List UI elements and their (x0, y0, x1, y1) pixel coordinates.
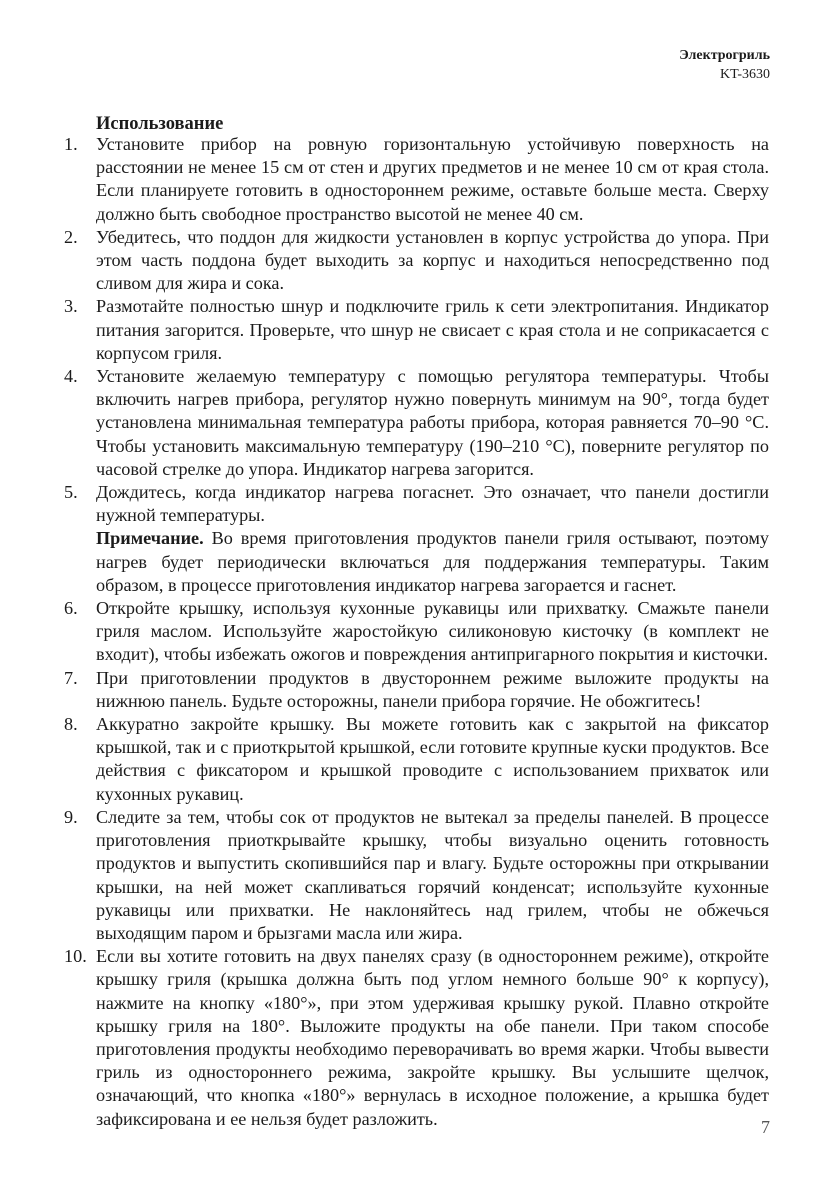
step-text: Откройте крышку, используя кухонные рукавицы или прихватку. Смажьте панели гриля маслом. Используйте жаростойкую силиконовую кисточку (в комплект не входит), чтобы избежать ожогов и повреждения антипригарного покрытия и кисточки. (96, 598, 769, 665)
step-number: 3. (64, 296, 78, 317)
step-text: Размотайте полностью шнур и подключите гриль к сети электропитания. Индикатор питания загорится. Проверьте, что шнур не свисает с края стола и не соприкасается с корпусом гриля. (96, 296, 769, 363)
step-number: 9. (64, 806, 78, 827)
step-item (64, 597, 769, 667)
page-number: 7 (761, 1117, 770, 1137)
step-text: При приготовлении продуктов в двустороннем режиме выложите продукты на нижнюю панель. Будьте осторожны, панели прибора горячие. Не обожгитесь! (96, 667, 769, 711)
step-number: 4. (64, 366, 78, 387)
step-text: Следите за тем, чтобы сок от продуктов не вытекал за пределы панелей. В процессе приготовления приоткрывайте крышку, чтобы визуально оценить готовность продуктов и выпустить скопившийся пар и влагу. Будьте осторожны при открывании крышки, на ней может скапливаться горячий конденсат; используйте кухонные рукавицы или прихватки. Не наклоняйтесь над грилем, чтобы не обжечься выходящим паром и брызгами масла или жира. (96, 806, 769, 943)
note-paragraph (96, 527, 769, 597)
section-title: Использование (96, 114, 224, 134)
step-number: 8. (64, 714, 78, 735)
step-number: 2. (64, 226, 78, 247)
step-item (64, 667, 769, 713)
step-text: Установите желаемую температуру с помощью регулятора температуры. Чтобы включить нагрев прибора, регулятор нужно повернуть минимум на 90°, тогда будет установлена минимальная температура работы прибора, которая равняется 70–90 °С. Чтобы установить максимальную температуру (190–210 °С), поверните регулятор по часовой стрелке до упора. Индикатор нагрева загорится. (96, 366, 769, 479)
step-item (64, 806, 769, 945)
step-item (64, 713, 769, 806)
step-item (64, 226, 769, 296)
header-product-name: Электрогриль (679, 48, 770, 63)
running-header (679, 46, 770, 84)
step-text: Если вы хотите готовить на двух панелях сразу (в одностороннем режиме), откройте крышку гриля (крышка должна быть под углом немного больше 90° к корпусу), нажмите на кнопку «180°», при этом удерживая крышку рукой. Плавно откройте крышку гриля на 180°. Выложите продукты на обе панели. При таком способе приготовления продукты необходимо переворачивать во время жарки. Чтобы вывести гриль из одностороннего режима, закройте крышку. Вы услышите щелчок, означающий, что кнопка «180°» вернулась в исходное положение, а крышка будет зафиксирована и ее нельзя будет разложить. (96, 946, 769, 1129)
step-text: Установите прибор на ровную горизонтальную устойчивую поверхность на расстоянии не менее 15 см от стен и других предметов и не менее 10 см от края стола. Если планируете готовить в одностороннем режиме, оставьте больше места. Сверху должно быть свободное пространство высотой не менее 40 см. (96, 134, 769, 224)
step-number: 7. (64, 667, 78, 688)
step-number: 1. (64, 134, 78, 154)
step-number: 10. (64, 946, 87, 967)
step-number: 6. (64, 598, 78, 619)
step-text: Дождитесь, когда индикатор нагрева погаснет. Это означает, что панели достигли нужной температуры. (96, 482, 769, 526)
header-model-number: KT-3630 (719, 67, 770, 82)
step-text: Убедитесь, что поддон для жидкости установлен в корпус устройства до упора. При этом часть поддона будет выходить за корпус и находиться непосредственно под сливом для жира и сока. (96, 226, 769, 294)
note-label: Примечание. (96, 528, 204, 549)
step-item (64, 133, 769, 226)
step-item (64, 945, 769, 1131)
step-item (64, 481, 769, 597)
note-text: Во время приготовления продуктов панели гриля остывают, поэтому нагрев будет периодически включаться для поддержания температуры. Таким образом, в процессе приготовления индикатор нагрева загорается и гаснет. (96, 528, 769, 595)
usage-steps-list (64, 133, 769, 1131)
step-item (64, 365, 769, 481)
step-number: 5. (64, 482, 78, 503)
step-item (64, 295, 769, 365)
step-text: Аккуратно закройте крышку. Вы можете готовить как с закрытой на фиксатор крышкой, так и с приоткрытой крышкой, если готовите крупные куски продуктов. Все действия с фиксатором и крышкой проводите с использованием прихваток или кухонных рукавиц. (96, 714, 769, 804)
